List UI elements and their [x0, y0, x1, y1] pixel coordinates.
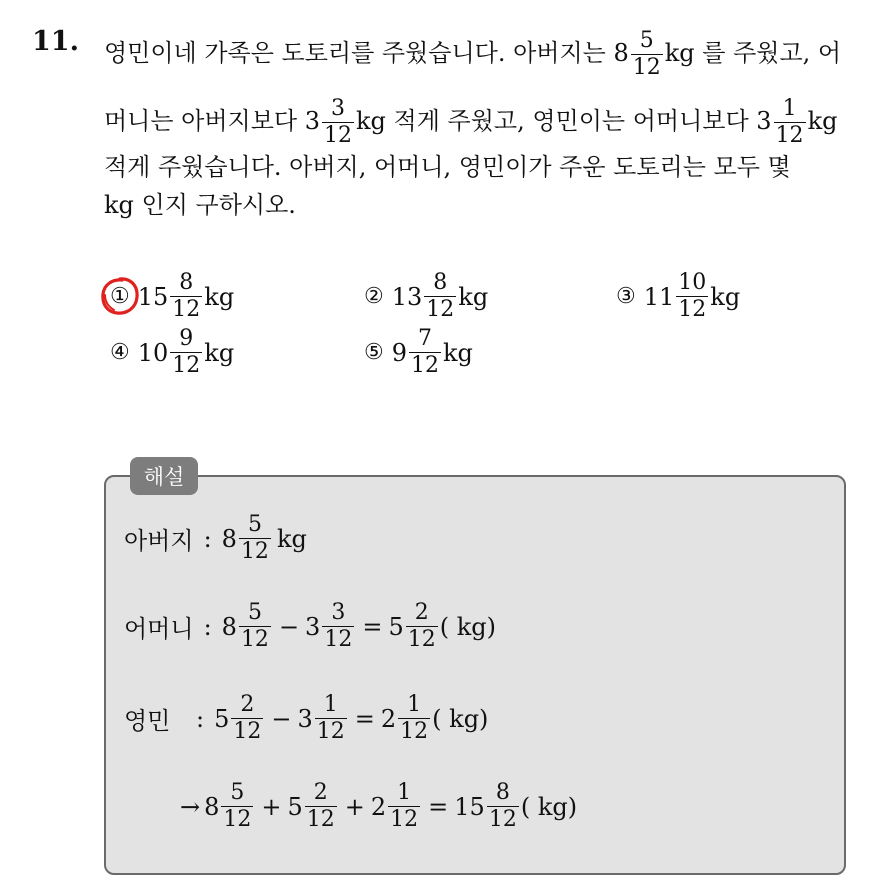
solution-total-line	[180, 782, 577, 831]
option-3[interactable]	[616, 272, 740, 321]
denominator: 12	[172, 297, 201, 322]
fraction	[631, 30, 663, 79]
numerator: 7	[418, 326, 433, 351]
option-2[interactable]	[364, 272, 488, 321]
fraction	[305, 782, 337, 831]
whole-number: 9	[391, 338, 408, 367]
unit: ( kg)	[439, 612, 496, 641]
option-mark: ⑤	[364, 340, 384, 365]
fraction	[676, 272, 708, 321]
unit: kg	[710, 282, 741, 311]
whole-number: 3	[756, 107, 772, 135]
fraction	[231, 694, 263, 743]
fraction	[239, 602, 271, 651]
question-text: 영민이네 가족은 도토리를 주웠습니다. 아버지는	[104, 39, 614, 67]
numerator: 10	[678, 270, 707, 295]
denominator: 12	[407, 627, 436, 652]
option-mark: ②	[364, 284, 384, 309]
minus-sign: −	[271, 704, 292, 733]
solution-youngmin-line	[124, 694, 488, 743]
numerator: 1	[407, 692, 422, 717]
fraction	[170, 328, 202, 377]
question-text: 머니는 아버지보다	[104, 107, 305, 135]
question-line-3: 적게 주웠습니다. 아버지, 어머니, 영민이가 주운 도토리는 모두 몇	[104, 153, 791, 181]
fraction	[239, 514, 271, 563]
option-4[interactable]	[110, 328, 234, 377]
whole-number: 2	[370, 792, 387, 821]
fraction	[398, 694, 430, 743]
solution-tag: 해설	[130, 457, 198, 495]
denominator: 12	[240, 539, 269, 564]
whole-number: 11	[643, 282, 675, 311]
numerator: 1	[323, 692, 338, 717]
numerator: 1	[397, 780, 412, 805]
numerator: 8	[433, 270, 448, 295]
denominator: 12	[426, 297, 455, 322]
numerator: 5	[247, 512, 262, 537]
equals-sign: =	[354, 704, 375, 733]
fraction	[409, 328, 441, 377]
whole-number: 3	[304, 107, 321, 135]
denominator: 12	[233, 719, 262, 744]
plus-sign: +	[261, 792, 282, 821]
unit: kg	[204, 282, 235, 311]
question-line-1	[104, 30, 841, 79]
whole-number: 8	[204, 792, 220, 821]
colon: :	[203, 612, 212, 641]
numerator: 8	[179, 270, 194, 295]
denominator: 12	[223, 807, 252, 832]
denominator: 12	[306, 807, 335, 832]
numerator: 3	[331, 600, 346, 625]
option-mark: ③	[616, 284, 636, 309]
denominator: 12	[400, 719, 429, 744]
whole-number: 8	[221, 612, 237, 641]
question-text: kg 적게 주웠고, 영민이는 어머니보다	[356, 107, 757, 135]
fraction	[322, 602, 354, 651]
denominator: 12	[316, 719, 345, 744]
fraction	[170, 272, 202, 321]
fraction	[388, 782, 420, 831]
numerator: 3	[331, 96, 346, 121]
denominator: 12	[411, 353, 440, 378]
whole-number: 5	[287, 792, 303, 821]
numerator: 1	[782, 96, 797, 121]
colon: :	[203, 524, 212, 553]
whole-number: 5	[214, 704, 230, 733]
question-line-4: kg 인지 구하시오.	[104, 191, 296, 219]
numerator: 2	[240, 692, 255, 717]
fraction	[487, 782, 519, 831]
unit: kg	[807, 107, 838, 135]
plus-sign: +	[344, 792, 365, 821]
numerator: 2	[414, 600, 429, 625]
whole-number: 13	[391, 282, 423, 311]
question-number: 11.	[32, 26, 79, 57]
arrow-icon: →	[180, 792, 201, 821]
whole-number: 15	[137, 282, 169, 311]
numerator: 5	[247, 600, 262, 625]
denominator: 12	[775, 123, 804, 148]
fraction	[322, 98, 354, 147]
fraction	[774, 98, 806, 147]
whole-number: 3	[305, 612, 321, 641]
option-mark: ①	[110, 284, 130, 309]
denominator: 12	[632, 55, 661, 80]
numerator: 8	[495, 780, 510, 805]
solution-father-line	[124, 514, 307, 563]
denominator: 12	[172, 353, 201, 378]
denominator: 12	[678, 297, 707, 322]
whole-number: 3	[297, 704, 313, 733]
denominator: 12	[324, 123, 353, 148]
option-1[interactable]	[110, 272, 234, 321]
solution-label: 영민	[124, 707, 171, 735]
denominator: 12	[390, 807, 419, 832]
numerator: 2	[313, 780, 328, 805]
unit: ( kg)	[432, 704, 489, 733]
unit: kg	[458, 282, 489, 311]
denominator: 12	[488, 807, 517, 832]
unit: ( kg)	[520, 792, 578, 821]
unit: kg	[443, 338, 473, 367]
equals-sign: =	[428, 792, 449, 821]
question-line-2	[104, 98, 837, 147]
unit: kg	[276, 524, 307, 553]
whole-number: 15	[454, 792, 485, 821]
minus-sign: −	[278, 612, 300, 641]
numerator: 5	[230, 780, 245, 805]
equals-sign: =	[362, 612, 383, 641]
unit: kg	[204, 338, 235, 367]
solution-label: 어머니	[124, 615, 194, 643]
fraction	[221, 782, 253, 831]
solution-mother-line	[124, 602, 496, 651]
fraction	[424, 272, 456, 321]
fraction	[406, 602, 438, 651]
numerator: 9	[179, 326, 194, 351]
denominator: 12	[240, 627, 269, 652]
fraction	[315, 694, 347, 743]
whole-number: 5	[388, 612, 404, 641]
option-5[interactable]	[364, 328, 473, 377]
whole-number: 8	[613, 39, 629, 67]
denominator: 12	[324, 627, 353, 652]
option-mark: ④	[110, 340, 130, 365]
whole-number: 8	[221, 524, 237, 553]
colon: :	[196, 704, 205, 733]
whole-number: 10	[137, 338, 169, 367]
numerator: 5	[639, 28, 654, 53]
whole-number: 2	[380, 704, 397, 733]
solution-label: 아버지	[124, 527, 194, 555]
question-text: kg 를 주웠고, 어	[664, 39, 842, 67]
